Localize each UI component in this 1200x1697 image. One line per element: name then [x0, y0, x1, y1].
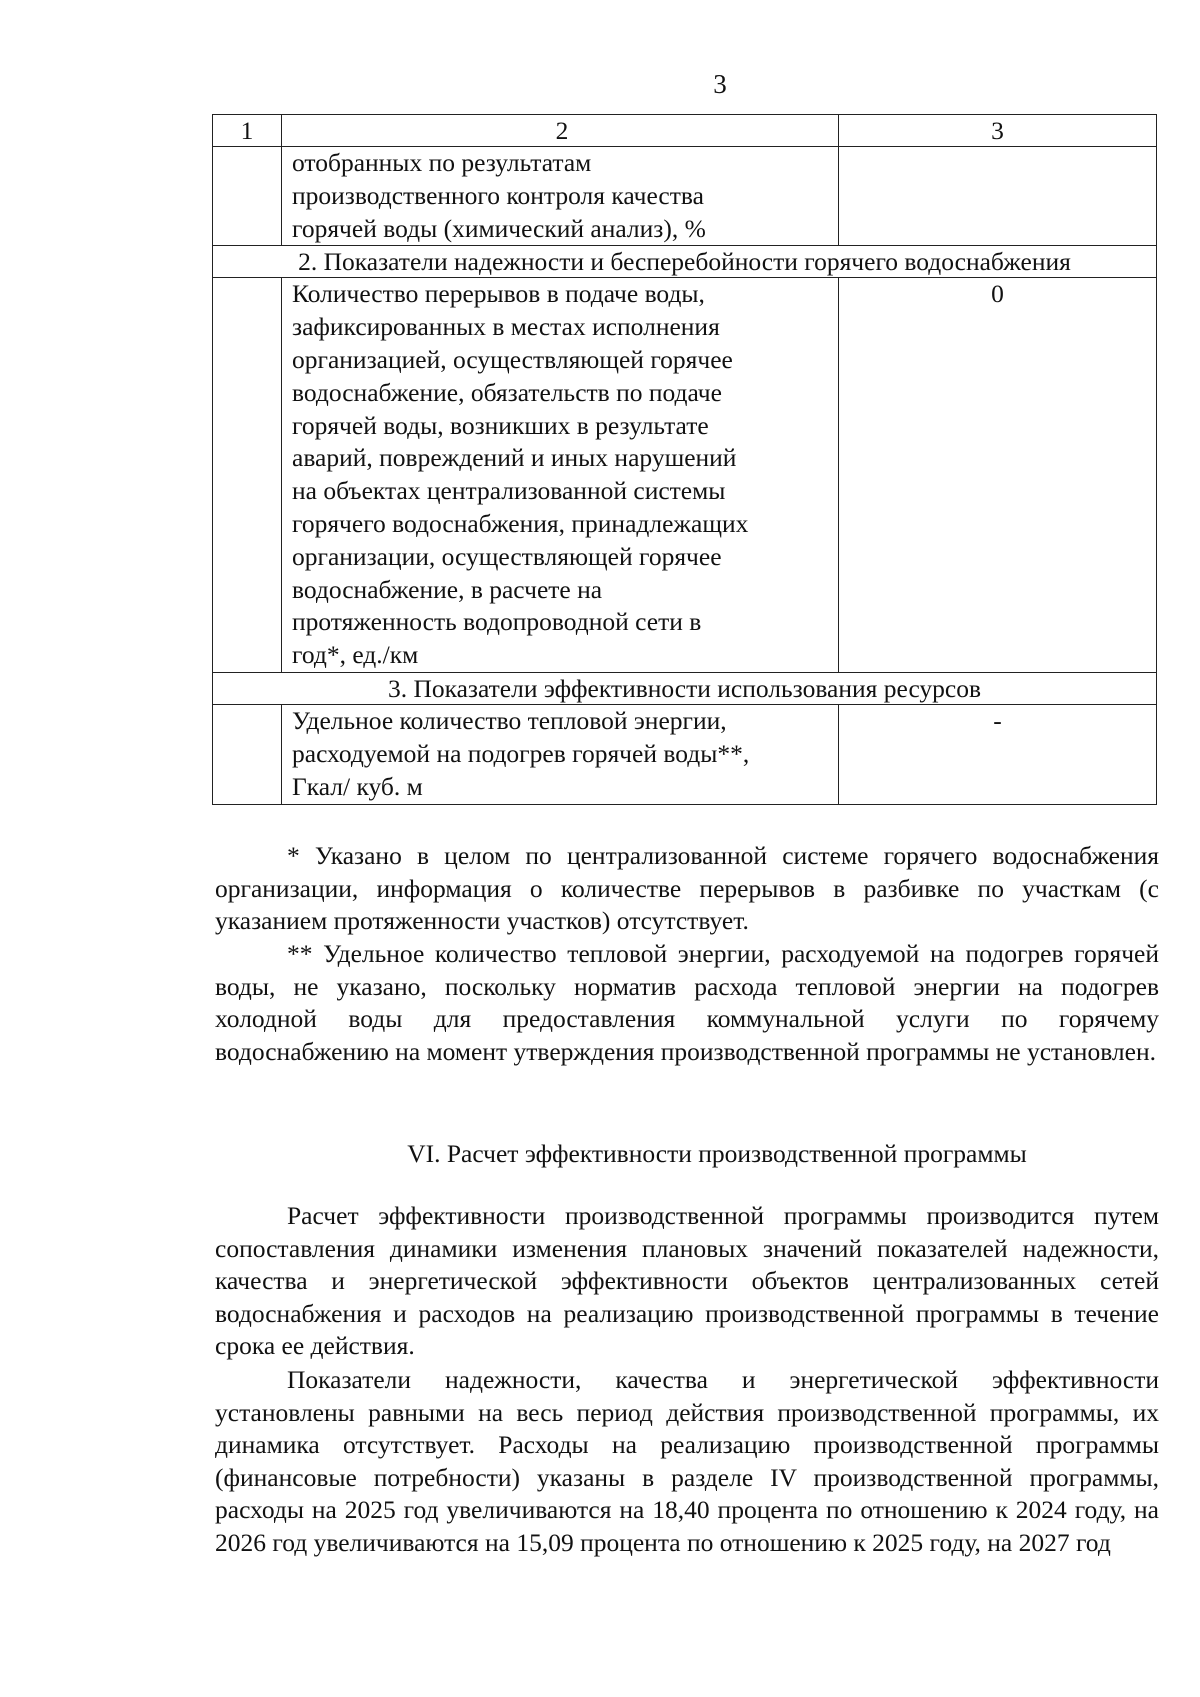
row-number-cell	[213, 278, 282, 673]
indicator-value-cell	[839, 147, 1157, 246]
row-number-cell	[213, 705, 282, 804]
header-cell-2: 2	[282, 115, 839, 147]
footnote-2: ** Удельное количество тепловой энергии, расходуемой на подогрев горячей воды, не указано, поскольку норматив расхода тепловой энергии на подогрев холодной воды для предоставления коммунальной услуги по горячему водоснабжению на момент утверждения производственной программы не установлен.	[215, 939, 1159, 1066]
section-title: 3. Показатели эффективности использования ресурсов	[213, 673, 1157, 705]
page-number: 3	[713, 69, 727, 99]
paragraph-1: Расчет эффективности производственной программы производится путем сопоставления динамики изменения плановых значений показателей надежности, качества и энергетической эффективности объектов централизованных сетей водоснабжения и расходов на реализацию производственной программы в течение срока ее действия.	[215, 1201, 1159, 1361]
section-heading: VI. Расчет эффективности производственной программы	[407, 1139, 1027, 1168]
footnote-1: * Указано в целом по централизованной системе горячего водоснабжения организации, информация о количестве перерывов в разбивке по участкам (с указанием протяженности участков) отсутствует.	[215, 841, 1159, 936]
table-row	[213, 278, 1157, 673]
table-row	[213, 705, 1157, 804]
table-row	[213, 147, 1157, 246]
indicator-name-cell: отобранных по результатам производственного контроля качества горячей воды (химический анализ), %	[282, 147, 839, 246]
paragraph-2: Показатели надежности, качества и энергетической эффективности установлены равными на весь период действия производственной программы, их динамика отсутствует. Расходы на реализацию производственной программы (финансовые потребности) указаны в разделе IV производственной программы, расходы на 2025 год увеличиваются на 18,40 процента по отношению к 2024 году, на 2026 год увеличиваются на 15,09 процента по отношению к 2025 году, на 2027 год	[215, 1365, 1159, 1557]
indicator-value-cell: -	[839, 705, 1157, 804]
header-cell-3: 3	[839, 115, 1157, 147]
section-title: 2. Показатели надежности и бесперебойности горячего водоснабжения	[213, 246, 1157, 278]
indicator-name-cell: Количество перерывов в подаче воды, зафиксированных в местах исполнения организацией, осуществляющей горячее водоснабжение, обязательств по подаче горячей воды, возникших в результате аварий, повреждений и иных нарушений на объектах централизованной системы горячего водоснабжения, принадлежащих организации, осуществляющей горячее водоснабжение, в расчете на протяженность водопроводной сети в год*, ед./км	[282, 278, 839, 673]
section-row	[213, 673, 1157, 705]
section-row	[213, 246, 1157, 278]
indicator-value-cell: 0	[839, 278, 1157, 673]
table-header-row	[213, 115, 1157, 147]
indicators-table	[212, 114, 1157, 805]
indicator-name-cell: Удельное количество тепловой энергии, расходуемой на подогрев горячей воды**, Гкал/ куб. м	[282, 705, 839, 804]
header-cell-1: 1	[213, 115, 282, 147]
row-number-cell	[213, 147, 282, 246]
